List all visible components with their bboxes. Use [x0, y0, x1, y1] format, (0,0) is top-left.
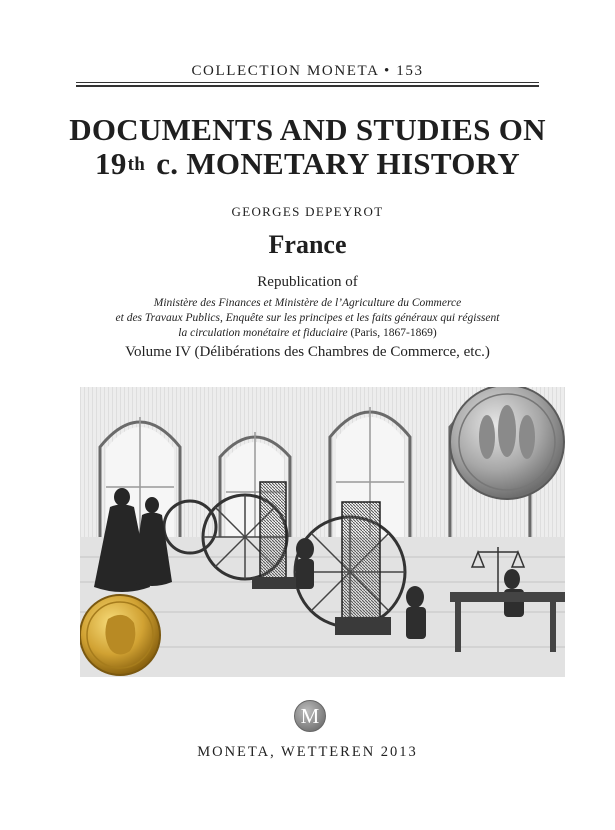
- publisher-imprint: MONETA, WETTEREN 2013: [197, 744, 418, 760]
- title-century-number: 19: [95, 146, 127, 181]
- moneta-logo: [294, 700, 326, 732]
- title-line-1: DOCUMENTS AND STUDIES ON: [69, 112, 546, 147]
- description-line-3-italic: la circulation monétaire et fiduciaire: [178, 327, 348, 339]
- header-rule-thin: [76, 82, 539, 83]
- title-line-2: [0, 147, 615, 186]
- description-line-2: et des Travaux Publics, Enquête sur les principes et les faits généraux qui régissent: [115, 312, 500, 324]
- republication-intro: Republication of: [257, 274, 358, 290]
- title-century-suffix: th: [127, 154, 146, 175]
- book-title: [0, 113, 615, 186]
- header-rule-thick: [76, 85, 539, 87]
- logo-letter: M: [300, 704, 320, 728]
- description-line-1: Ministère des Finances et Ministère de l’Agriculture du Commerce: [153, 297, 462, 309]
- title-line-2-rest: c. MONETARY HISTORY: [156, 146, 520, 181]
- author-name: GEORGES DEPEYROT: [231, 204, 384, 219]
- description-line-3: [0, 326, 615, 341]
- country-title: France: [268, 230, 347, 259]
- cover-engraving-image: [80, 387, 565, 677]
- description-line-3-date: (Paris, 1867-1869): [347, 327, 437, 339]
- series-label: COLLECTION MONETA • 153: [191, 63, 424, 79]
- republication-description: [0, 296, 615, 341]
- volume-label: Volume IV (Délibérations des Chambres de Commerce, etc.): [125, 344, 490, 360]
